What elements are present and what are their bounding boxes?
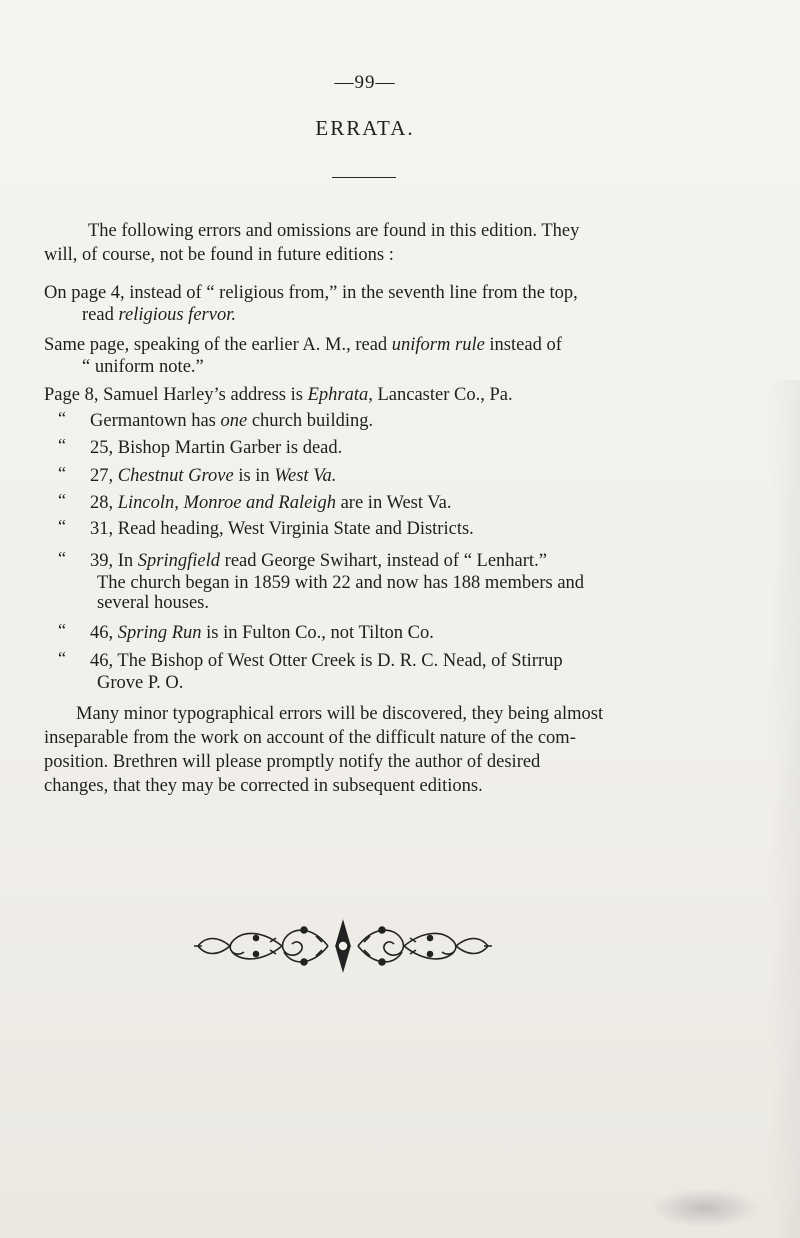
ditto-mark: “ [58,463,66,483]
paper-smudge [650,1188,760,1228]
erratum-text: is in Fulton Co., not Tilton Co. [201,623,434,643]
closing-line-2: inseparable from the work on account of the difficult nature of the com- [44,728,576,748]
erratum-page-39-continued: The church began in 1859 with 22 and now has 188 members and [97,573,585,593]
ditto-mark: “ [58,516,66,536]
erratum-page-31 [90,518,474,540]
erratum-text: read George Swihart, instead of “ Lenhart.” [220,551,547,571]
closing-line-1: Many minor typographical errors will be discovered, they being almost [76,704,604,724]
ditto-mark: “ [58,548,66,568]
correction-text: West Va. [274,466,337,486]
title-divider [332,177,396,178]
page-title: ERRATA. [315,116,415,140]
ditto-mark: “ [58,620,66,640]
erratum-text: 31, Read heading, West Virginia State and Districts. [90,519,474,539]
correction-text: Springfield [137,551,221,571]
correction-text: Lincoln, Monroe and Raleigh [117,493,336,513]
erratum-page-4 [44,282,578,304]
erratum-page-46-continued: Grove P. O. [97,673,184,693]
erratum-text: instead of [484,335,562,355]
erratum-text: 27, [90,466,118,486]
erratum-text: church building. [247,411,374,431]
erratum-text: “ uniform note.” [82,357,204,377]
erratum-same-page-continued [82,356,204,378]
paper-edge-shadow [770,380,800,1238]
intro-line-1: The following errors and omissions are found in this edition. They [88,221,580,241]
erratum-text: 28, [90,493,118,513]
ditto-mark: “ [58,648,66,668]
correction-text: one [220,411,248,431]
erratum-text: 25, Bishop Martin Garber is dead. [90,438,343,458]
erratum-page-4-continued [82,304,236,326]
erratum-page-39 [90,550,547,572]
correction-text: Ephrata, [307,385,373,405]
erratum-text: 46, The Bishop of West Otter Creek is D. R. C. Nead, of Stirrup [90,651,563,671]
intro-line-2: will, of course, not be found in future editions : [44,245,394,265]
ditto-mark: “ [58,408,66,428]
erratum-text: are in West Va. [335,493,452,513]
erratum-text: On page 4, instead of “ religious from,” in the seventh line from the top, [44,283,578,303]
erratum-text: Lancaster Co., Pa. [372,385,513,405]
erratum-same-page [44,334,562,356]
page-number: —99— [334,72,396,93]
ditto-mark: “ [58,490,66,510]
erratum-text: read [82,305,119,325]
correction-text: Chestnut Grove [117,466,234,486]
correction-text: religious fervor. [118,305,236,325]
erratum-text: Germantown has [90,411,221,431]
erratum-page-46-bishop [90,650,563,672]
erratum-germantown [90,410,373,432]
closing-line-3: position. Brethren will please promptly notify the author of desired [44,752,541,772]
erratum-text: 39, In [90,551,138,571]
erratum-page-8 [44,384,513,406]
erratum-text: Same page, speaking of the earlier A. M., read [44,335,392,355]
erratum-text: Page 8, Samuel Harley’s address is [44,385,308,405]
erratum-page-39-continued: several houses. [97,593,209,613]
ditto-mark: “ [58,435,66,455]
closing-line-4: changes, that they may be corrected in subsequent editions. [44,776,483,796]
erratum-text: 46, [90,623,118,643]
erratum-text: is in [233,466,275,486]
decorative-ornament-icon [192,916,494,976]
correction-text: uniform rule [391,335,485,355]
erratum-page-25 [90,437,342,459]
erratum-page-28 [90,492,451,514]
correction-text: Spring Run [117,623,202,643]
erratum-page-27 [90,465,336,487]
erratum-page-46-spring-run [90,622,434,644]
